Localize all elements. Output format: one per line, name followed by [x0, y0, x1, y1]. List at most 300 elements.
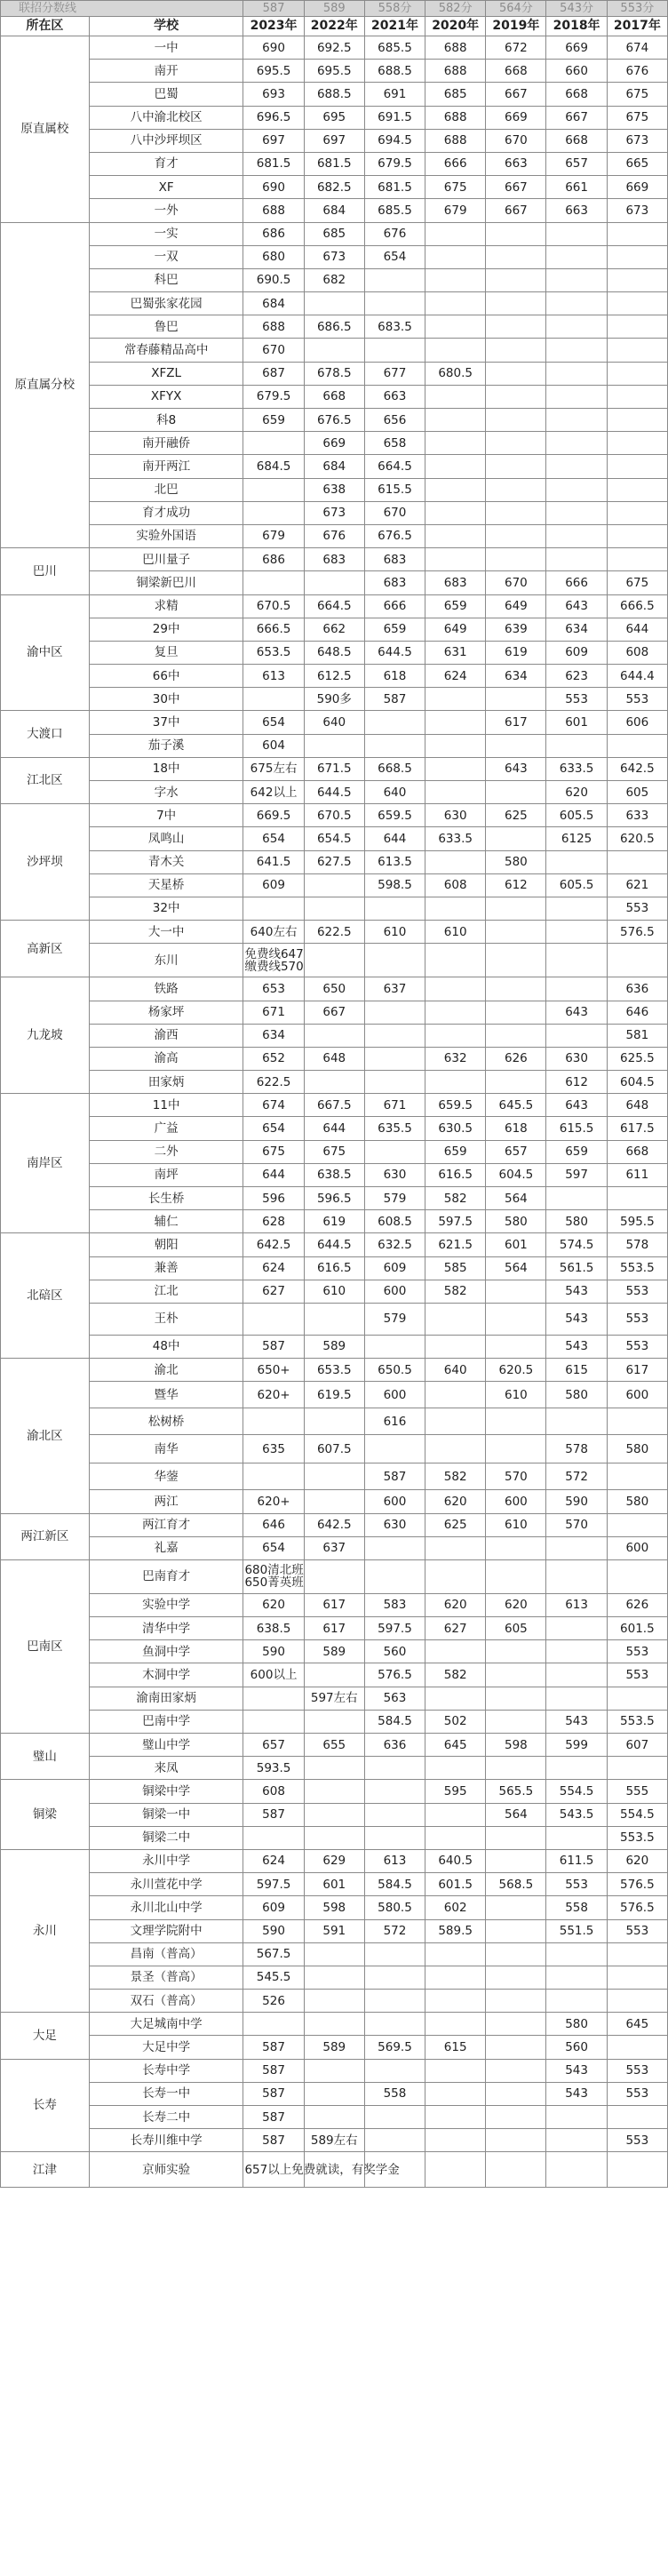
score-cell	[486, 432, 546, 455]
score-cell: 669	[486, 106, 546, 129]
score-cell	[364, 1335, 425, 1358]
score-cell	[546, 944, 607, 977]
score-cell: 667	[304, 1001, 364, 1024]
score-cell	[364, 1942, 425, 1966]
score-cell: 663	[364, 385, 425, 408]
table-row	[1, 711, 668, 734]
school-cell: 字水	[89, 781, 243, 804]
score-cell	[486, 944, 546, 977]
score-cell	[425, 385, 486, 408]
score-cell: 610	[304, 1280, 364, 1303]
score-cell: 580.5	[364, 1896, 425, 1919]
district-cell: 北碚区	[1, 1233, 90, 1359]
line-label: 联招分数线	[1, 1, 243, 17]
score-cell	[546, 734, 607, 757]
score-cell: 612	[546, 1071, 607, 1094]
score-cell: 551.5	[546, 1919, 607, 1942]
score-cell: 693	[243, 83, 304, 106]
score-cell: 662	[304, 618, 364, 641]
score-cell: 615.5	[364, 478, 425, 501]
score-cell: 601	[486, 1233, 546, 1256]
score-cell: 610	[486, 1382, 546, 1408]
district-cell: 巴川	[1, 548, 90, 594]
score-cell: 590	[243, 1919, 304, 1942]
score-cell: 553	[607, 1335, 667, 1358]
school-cell: 长寿一中	[89, 2082, 243, 2105]
score-cell: 620+	[243, 1490, 304, 1513]
score-cell: 664.5	[304, 594, 364, 618]
score-cell: 582	[425, 1463, 486, 1490]
column-header: 学校	[89, 17, 243, 36]
score-cell	[486, 385, 546, 408]
school-cell: 南开融侨	[89, 432, 243, 455]
header-row	[1, 17, 668, 36]
school-cell: 37中	[89, 711, 243, 734]
table-row	[1, 1359, 668, 1382]
district-cell: 永川	[1, 1849, 90, 2012]
score-cell	[546, 1024, 607, 1047]
score-cell: 654	[243, 1117, 304, 1140]
score-cell: 579	[364, 1303, 425, 1335]
table-row	[1, 1757, 668, 1780]
score-cell: 644.4	[607, 665, 667, 688]
school-cell: 铜梁新巴川	[89, 571, 243, 594]
score-cell: 670	[243, 339, 304, 362]
school-cell: 松树桥	[89, 1408, 243, 1435]
score-cell: 613.5	[364, 850, 425, 873]
score-cell: 688	[243, 199, 304, 222]
table-row	[1, 501, 668, 524]
score-cell: 615	[425, 2036, 486, 2059]
score-cell	[607, 245, 667, 268]
score-cell	[304, 734, 364, 757]
score-cell: 633.5	[546, 757, 607, 780]
score-cell	[486, 921, 546, 944]
score-cell: 695	[304, 106, 364, 129]
school-cell: 南开	[89, 60, 243, 83]
score-cell: 596	[243, 1187, 304, 1210]
table-row	[1, 385, 668, 408]
school-cell: 江北	[89, 1280, 243, 1303]
score-cell: 681.5	[364, 176, 425, 199]
score-cell	[425, 1757, 486, 1780]
score-cell	[486, 2036, 546, 2059]
score-cell: 600	[364, 1280, 425, 1303]
school-cell: 鲁巴	[89, 315, 243, 339]
score-cell	[425, 2082, 486, 2105]
score-cell: 670.5	[304, 804, 364, 827]
score-cell: 688	[425, 36, 486, 60]
table-row	[1, 292, 668, 315]
score-cell: 584.5	[364, 1873, 425, 1896]
table-row	[1, 897, 668, 920]
score-cell: 653	[243, 977, 304, 1001]
table-row	[1, 1140, 668, 1163]
score-cell: 574.5	[546, 1233, 607, 1256]
score-cell: 602	[425, 1896, 486, 1919]
table-row	[1, 1280, 668, 1303]
score-cell: 645	[425, 1734, 486, 1757]
district-cell: 高新区	[1, 921, 90, 977]
score-cell: 607.5	[304, 1435, 364, 1463]
score-cell: 643	[546, 594, 607, 618]
table-row	[1, 571, 668, 594]
district-cell: 大渡口	[1, 711, 90, 757]
score-cell	[425, 1382, 486, 1408]
school-cell: 朝阳	[89, 1233, 243, 1256]
score-cell: 587	[243, 2129, 304, 2152]
score-cell: 683	[304, 548, 364, 571]
score-cell	[546, 1826, 607, 1849]
score-cell: 587	[243, 2082, 304, 2105]
score-cell	[607, 548, 667, 571]
table-row	[1, 944, 668, 977]
score-cell: 641.5	[243, 850, 304, 873]
score-cell	[304, 1559, 364, 1593]
score-cell: 638	[304, 478, 364, 501]
score-cell: 604.5	[607, 1071, 667, 1094]
score-cell: 676	[304, 524, 364, 547]
table-row	[1, 1640, 668, 1663]
score-cell: 600	[607, 1536, 667, 1559]
score-cell	[243, 432, 304, 455]
score-cell: 669	[607, 176, 667, 199]
score-cell: 601.5	[607, 1617, 667, 1640]
score-cell	[486, 1990, 546, 2013]
school-cell: 杨家坪	[89, 1001, 243, 1024]
score-cell	[607, 1942, 667, 1966]
score-cell	[425, 1024, 486, 1047]
line-value: 587	[243, 1, 304, 17]
score-cell	[486, 2152, 546, 2188]
score-cell: 635.5	[364, 1117, 425, 1140]
score-cell: 615	[546, 1359, 607, 1382]
score-cell: 688.5	[304, 83, 364, 106]
score-cell: 553	[607, 2129, 667, 2152]
score-cell: 654	[243, 1536, 304, 1559]
school-cell: 巴蜀张家花园	[89, 292, 243, 315]
score-cell: 676	[607, 60, 667, 83]
score-cell: 642.5	[607, 757, 667, 780]
score-cell: 580	[607, 1490, 667, 1513]
score-cell: 543	[546, 2082, 607, 2105]
score-cell: 598	[304, 1896, 364, 1919]
score-cell: 553	[607, 1640, 667, 1663]
score-cell: 683	[364, 571, 425, 594]
score-cell	[607, 1187, 667, 1210]
line-value: 589	[304, 1, 364, 17]
school-cell: 复旦	[89, 641, 243, 664]
table-row	[1, 176, 668, 199]
score-cell	[425, 409, 486, 432]
score-cell	[607, 1687, 667, 1710]
score-cell: 659.5	[364, 804, 425, 827]
table-row	[1, 2059, 668, 2082]
score-cell: 600	[364, 1382, 425, 1408]
school-cell: 长寿二中	[89, 2106, 243, 2129]
score-cell	[486, 1849, 546, 1872]
score-cell: 553	[607, 1919, 667, 1942]
score-cell: 620.5	[486, 1359, 546, 1382]
score-cell	[425, 1559, 486, 1593]
score-cell: 553	[607, 2082, 667, 2105]
score-cell: 625.5	[607, 1047, 667, 1070]
score-cell: 658	[364, 432, 425, 455]
score-cell	[486, 1435, 546, 1463]
score-cell	[304, 1757, 364, 1780]
score-cell: 685.5	[364, 36, 425, 60]
score-cell	[486, 2013, 546, 2036]
score-cell: 663	[486, 152, 546, 175]
score-cell	[425, 222, 486, 245]
score-cell	[486, 455, 546, 478]
score-cell: 625	[425, 1513, 486, 1536]
score-cell	[546, 385, 607, 408]
score-cell	[486, 1536, 546, 1559]
score-cell: 620	[243, 1593, 304, 1616]
school-cell: 科巴	[89, 268, 243, 291]
school-cell: 田家炳	[89, 1071, 243, 1094]
table-row	[1, 199, 668, 222]
score-cell: 643	[546, 1001, 607, 1024]
score-cell	[304, 2013, 364, 2036]
score-cell	[486, 827, 546, 850]
score-cell: 561.5	[546, 1256, 607, 1280]
school-cell: 八中渝北校区	[89, 106, 243, 129]
score-cell: 553	[607, 1663, 667, 1687]
score-cell: 691	[364, 83, 425, 106]
score-cell: 589	[304, 1335, 364, 1358]
score-cell: 684.5	[243, 455, 304, 478]
score-cell	[304, 1803, 364, 1826]
score-cell: 604	[243, 734, 304, 757]
score-cell: 600以上	[243, 1663, 304, 1687]
score-cell: 667	[486, 83, 546, 106]
score-cell: 679	[425, 199, 486, 222]
school-cell: 11中	[89, 1094, 243, 1117]
score-cell	[607, 1513, 667, 1536]
school-cell: 清华中学	[89, 1617, 243, 1640]
score-cell: 678.5	[304, 362, 364, 385]
score-cell	[425, 2129, 486, 2152]
score-cell: 682	[304, 268, 364, 291]
score-cell: 648	[304, 1047, 364, 1070]
score-cell: 674	[243, 1094, 304, 1117]
score-cell: 609	[243, 873, 304, 897]
score-cell: 634	[486, 665, 546, 688]
score-cell: 690	[243, 36, 304, 60]
score-cell	[243, 1303, 304, 1335]
score-cell	[425, 432, 486, 455]
score-cell	[425, 501, 486, 524]
score-cell	[486, 1071, 546, 1094]
score-cell	[486, 897, 546, 920]
score-cell: 580	[486, 850, 546, 873]
score-cell: 560	[364, 1640, 425, 1663]
school-cell: 铜梁中学	[89, 1780, 243, 1803]
table-row	[1, 641, 668, 664]
score-cell: 618	[364, 665, 425, 688]
score-cell: 654	[364, 245, 425, 268]
score-cell	[486, 1024, 546, 1047]
school-cell: 暨华	[89, 1382, 243, 1408]
score-cell: 610	[425, 921, 486, 944]
score-cell	[364, 2106, 425, 2129]
score-cell	[425, 292, 486, 315]
score-cell	[364, 711, 425, 734]
table-row	[1, 129, 668, 152]
score-cell: 610	[486, 1513, 546, 1536]
score-cell: 656	[364, 409, 425, 432]
score-cell: 642以上	[243, 781, 304, 804]
score-cell: 564	[486, 1256, 546, 1280]
score-cell	[425, 757, 486, 780]
score-cell: 661	[546, 176, 607, 199]
score-cell: 666.5	[607, 594, 667, 618]
score-cell: 630.5	[425, 1117, 486, 1140]
school-cell: 66中	[89, 665, 243, 688]
score-cell	[304, 292, 364, 315]
score-cell: 605	[486, 1617, 546, 1640]
score-cell	[425, 1942, 486, 1966]
score-cell: 673	[304, 501, 364, 524]
score-cell	[425, 1536, 486, 1559]
school-cell: 铜梁二中	[89, 1826, 243, 1849]
score-cell	[304, 1303, 364, 1335]
table-row	[1, 152, 668, 175]
score-cell	[304, 1490, 364, 1513]
score-cell: 687	[243, 362, 304, 385]
score-cell	[425, 455, 486, 478]
score-cell: 650.5	[364, 1359, 425, 1382]
table-row	[1, 2129, 668, 2152]
score-cell: 590	[243, 1640, 304, 1663]
school-cell: 京师实验	[89, 2152, 243, 2188]
score-cell: 649	[425, 618, 486, 641]
score-cell	[607, 1966, 667, 1989]
score-cell: 659	[425, 594, 486, 618]
score-cell	[607, 1990, 667, 2013]
table-row	[1, 1990, 668, 2013]
score-cell: 669	[304, 432, 364, 455]
score-cell: 553.5	[607, 1826, 667, 1849]
table-row	[1, 315, 668, 339]
school-cell: 东川	[89, 944, 243, 977]
score-cell	[425, 1408, 486, 1435]
score-cell: 545.5	[243, 1966, 304, 1989]
score-cell	[607, 432, 667, 455]
score-cell	[607, 222, 667, 245]
score-cell	[425, 315, 486, 339]
score-cell	[364, 1559, 425, 1593]
score-cell	[304, 1826, 364, 1849]
score-cell: 633.5	[425, 827, 486, 850]
score-cell	[607, 478, 667, 501]
table-row	[1, 1687, 668, 1710]
score-cell: 582	[425, 1663, 486, 1687]
score-cell: 644.5	[304, 781, 364, 804]
score-cell	[546, 432, 607, 455]
score-cell: 526	[243, 1990, 304, 2013]
school-cell: 铜梁一中	[89, 1803, 243, 1826]
school-cell: XF	[89, 176, 243, 199]
column-header: 2018年	[546, 17, 607, 36]
score-cell: 624	[243, 1849, 304, 1872]
score-cell: 688	[425, 106, 486, 129]
district-cell: 南岸区	[1, 1094, 90, 1233]
score-cell: 576.5	[607, 1896, 667, 1919]
score-cell	[364, 2013, 425, 2036]
score-cell: 543	[546, 1303, 607, 1335]
score-cell: 590多	[304, 688, 364, 711]
table-row	[1, 1435, 668, 1463]
score-cell	[486, 1280, 546, 1303]
table-row	[1, 1734, 668, 1757]
score-cell: 668.5	[364, 757, 425, 780]
score-cell: 587	[243, 1335, 304, 1358]
score-cell: 674	[607, 36, 667, 60]
score-cell: 681.5	[304, 152, 364, 175]
score-cell: 563	[364, 1687, 425, 1710]
score-cell	[546, 1663, 607, 1687]
score-cell	[304, 944, 364, 977]
score-cell: 560	[546, 2036, 607, 2059]
score-cell: 580	[607, 1435, 667, 1463]
table-row	[1, 339, 668, 362]
line-value: 582分	[425, 1, 486, 17]
score-cell: 679.5	[243, 385, 304, 408]
score-cell	[425, 2152, 486, 2188]
score-cell: 654	[243, 711, 304, 734]
score-cell: 675	[607, 571, 667, 594]
district-cell: 铜梁	[1, 1780, 90, 1850]
score-cell	[486, 315, 546, 339]
score-cell: 615.5	[546, 1117, 607, 1140]
score-cell: 6125	[546, 827, 607, 850]
school-cell: 永川萱花中学	[89, 1873, 243, 1896]
score-cell: 626	[607, 1593, 667, 1616]
score-cell	[546, 501, 607, 524]
score-cell: 657	[243, 1734, 304, 1757]
score-cell: 590	[546, 1490, 607, 1513]
table-row	[1, 1780, 668, 1803]
score-cell	[425, 850, 486, 873]
score-cell: 663	[546, 199, 607, 222]
score-cell	[546, 548, 607, 571]
score-cell: 645	[607, 2013, 667, 2036]
score-cell: 659	[546, 1140, 607, 1163]
score-cell	[546, 222, 607, 245]
score-cell: 648.5	[304, 641, 364, 664]
score-cell	[304, 571, 364, 594]
score-cell: 676.5	[364, 524, 425, 547]
score-cell: 686.5	[304, 315, 364, 339]
table-row	[1, 1117, 668, 1140]
score-cell	[304, 1408, 364, 1435]
score-cell: 691.5	[364, 106, 425, 129]
table-row	[1, 1001, 668, 1024]
score-cell: 619	[486, 641, 546, 664]
district-cell: 长寿	[1, 2059, 90, 2152]
school-cell: 南华	[89, 1435, 243, 1463]
score-cell	[425, 548, 486, 571]
score-cell	[546, 2106, 607, 2129]
score-cell: 676	[364, 222, 425, 245]
school-cell: 渝西	[89, 1024, 243, 1047]
score-cell: 580	[546, 2013, 607, 2036]
score-cell: 672	[486, 36, 546, 60]
score-cell	[607, 1757, 667, 1780]
